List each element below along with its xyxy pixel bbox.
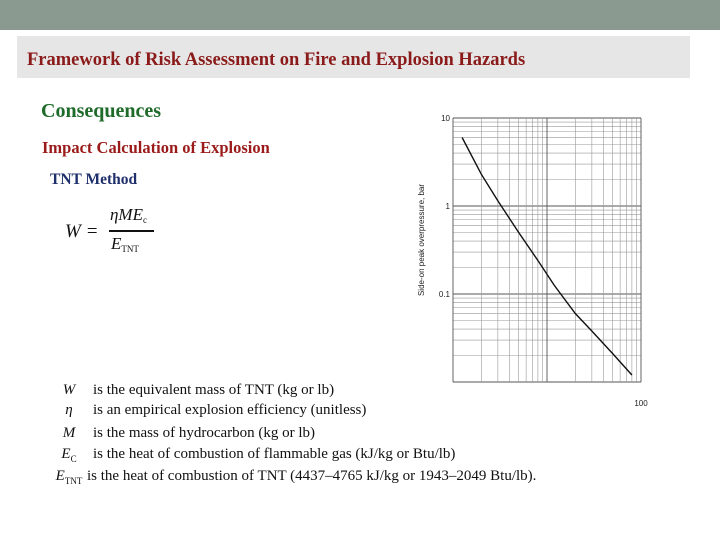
definition-symbol <box>55 468 83 486</box>
definition-symbol-main: η <box>65 402 73 418</box>
formula-numerator-sub: c <box>142 215 147 225</box>
fraction-bar <box>109 230 154 232</box>
formula-numerator <box>110 205 147 225</box>
definition-text: is the heat of combustion of TNT (4437–4765 kJ/kg or 1943–2049 Btu/lb). <box>87 468 537 484</box>
definition-symbol <box>55 382 83 399</box>
definition-symbol <box>55 446 83 464</box>
y-tick-label: 0.1 <box>438 290 450 299</box>
definition-row <box>55 382 334 399</box>
definition-row <box>55 468 536 486</box>
formula-denominator-main: E <box>111 234 122 253</box>
formula-numerator-main: ηME <box>110 205 143 224</box>
definition-text: is an empirical explosion efficiency (unitless) <box>93 402 367 418</box>
definition-symbol-main: W <box>62 382 76 398</box>
cut-off-text-line <box>55 490 655 502</box>
overpressure-chart <box>405 108 648 408</box>
section-heading: Consequences <box>41 100 162 122</box>
formula-lhs: W = <box>65 221 99 242</box>
definition-row <box>55 402 366 419</box>
formula-denominator-sub: TNT <box>121 244 139 254</box>
subsection-heading: Impact Calculation of Explosion <box>42 138 270 157</box>
definition-text: is the equivalent mass of TNT (kg or lb) <box>93 382 335 398</box>
formula-denominator <box>111 234 139 254</box>
title-banner <box>17 36 690 78</box>
y-tick-label: 10 <box>441 114 450 123</box>
x-tick-label: 100 <box>634 399 648 408</box>
method-heading: TNT Method <box>50 171 138 188</box>
definition-symbol-main: E <box>61 446 71 462</box>
definition-symbol-sub: TNT <box>64 476 83 486</box>
definition-row <box>55 425 315 442</box>
definition-symbol-main: M <box>62 425 76 441</box>
definition-symbol <box>55 425 83 442</box>
definition-text: is the mass of hydrocarbon (kg or lb) <box>93 425 316 441</box>
definition-row <box>55 446 455 464</box>
definition-symbol-sub: C <box>70 454 77 464</box>
definition-text: is the heat of combustion of flammable gas (kJ/kg or Btu/lb) <box>93 446 456 462</box>
definition-symbol-main: E <box>55 468 65 484</box>
y-axis-label: Side-on peak overpressure, bar <box>417 183 426 297</box>
definition-symbol <box>55 402 83 419</box>
slide-title: Framework of Risk Assessment on Fire and Explosion Hazards <box>27 50 526 70</box>
top-accent-bar <box>0 0 720 30</box>
y-tick-label: 1 <box>445 202 450 211</box>
